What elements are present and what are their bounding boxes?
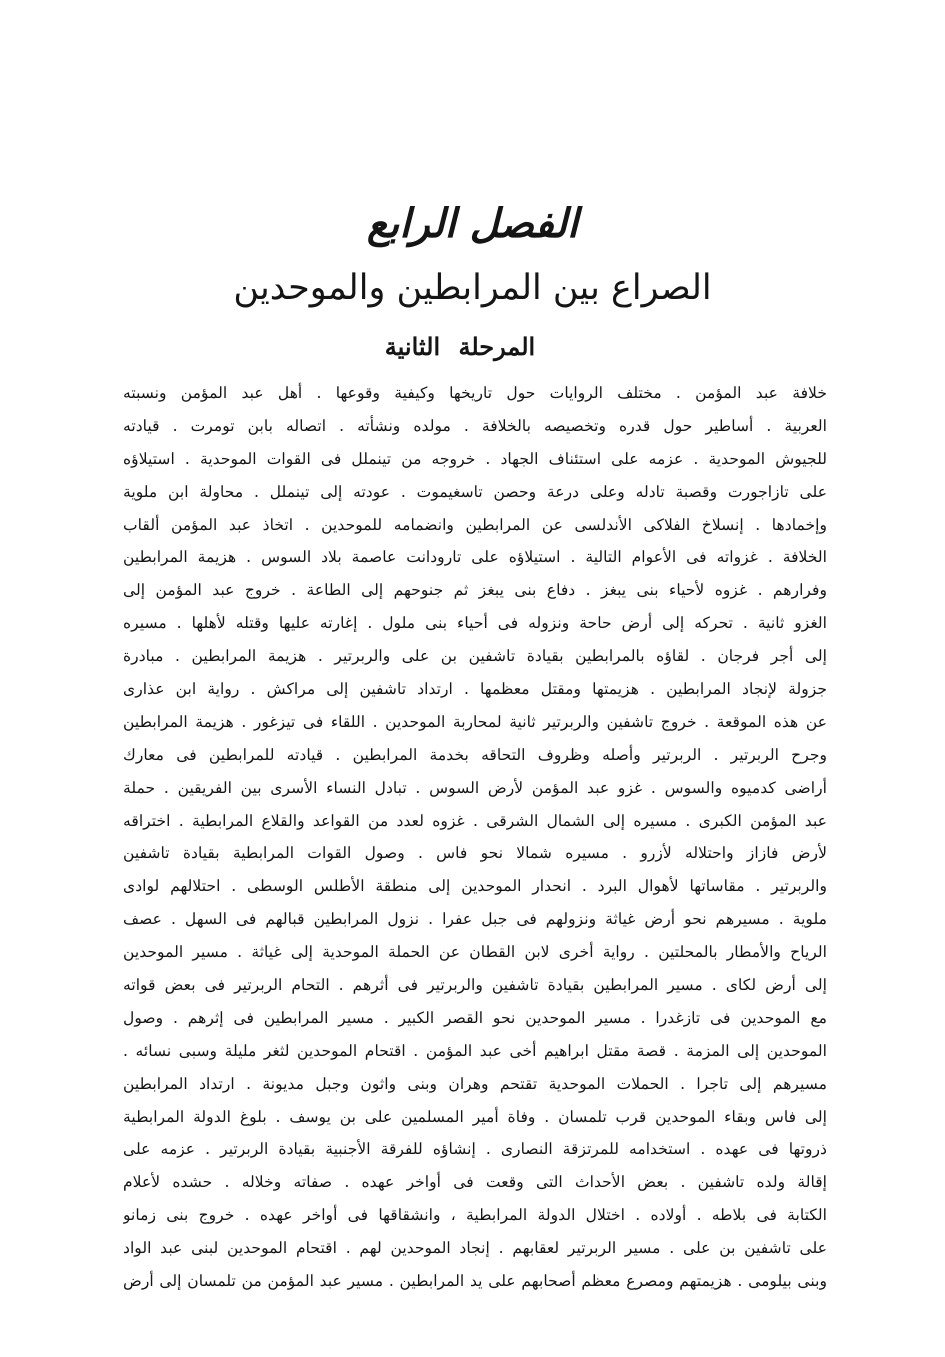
chapter-title: الصراع بين المرابطين والموحدين xyxy=(233,268,712,308)
summary-line: خلافة عبد المؤمن . مختلف الروايات حول تاريخها وكيفية وقوعها . أهل عبد المؤمن ونسبته xyxy=(123,384,827,402)
summary-line: الغزو ثانية . تحركه إلى أرض حاحة ونزوله فى أحياء بنى ملول . إغارته عليها وقتله لأهلها . مسيره xyxy=(123,614,827,633)
summary-line: إلى أرض لكاى . مسير المرابطين بقيادة تاشفين والربرتير فى أثرهم . التحام الربرتير فى بعض قواته xyxy=(123,976,827,995)
summary-line: لأرض فازاز واحتلاله لأزرو . مسيره شمالا نحو فاس . وصول القوات المرابطية بقيادة تاشفين xyxy=(123,844,827,863)
summary-line: إلى فاس وبقاء الموحدين قرب تلمسان . وفاة أمير المسلمين على بن يوسف . بلوغ الدولة المرابطية xyxy=(123,1107,827,1126)
chapter-heading: الفصل الرابع xyxy=(366,200,579,247)
summary-line: على تاشفين بن على . مسير الربرتير لعقابهم . إنجاد الموحدين لهم . اقتحام الموحدين لبنى عبد الواد xyxy=(123,1239,827,1258)
summary-line: عن هذه الموقعة . خروج تاشفين والربرتير ثانية لمحاربة الموحدين . اللقاء فى تيزغور . هزيمة المرابطين xyxy=(123,712,827,731)
summary-line: عبد المؤمن الكبرى . مسيره إلى الشمال الشرقى . غزوه لعدد من القواعد والقلاع المرابطية . اختراقه xyxy=(123,811,827,830)
summary-line: ملوية . مسيرهم نحو أرض غياثة ونزولهم فى جبل عفرا . نزول المرابطين قبالهم فى السهل . عصف xyxy=(123,910,827,929)
summary-line: أراضى كدميوه والسوس . غزو عبد المؤمن لأرض السوس . تبادل النساء الأسرى بين الفريقين . حملة xyxy=(123,778,827,797)
summary-line: على تازاجورت وقصبة تادله وعلى درعة وحصن تاسغيموت . عودته إلى تينملل . محاولة ابن ملوية xyxy=(123,482,827,501)
summary-line: الموحدين إلى المزمة . قصة مقتل ابراهيم أخى عبد المؤمن . اقتحام الموحدين لثغر مليلة وسبى نسائه . xyxy=(123,1041,827,1060)
summary-line: جزولة لإنجاد المرابطين . هزيمتها ومقتل معظمها . ارتداد تاشفين إلى مراكش . رواية ابن عذارى xyxy=(123,680,827,699)
summary-line: مسيرهم إلى تاجرا . الحملات الموحدية تقتحم وهران وبنى واثون وجبل مديونة . ارتداد المرابطين xyxy=(123,1074,827,1093)
summary-line: مع الموحدين فى تازغدرا . مسير الموحدين نحو القصر الكبير . مسير المرابطين فى إثرهم . وصول xyxy=(123,1008,827,1027)
summary-line: وجرح الربرتير . الربرتير وأصله وظروف التحاقه بخدمة المرابطين . قيادته للمرابطين فى معارك xyxy=(123,745,827,764)
summary-line: الخلافة . غزواته فى الأعوام التالية . استيلاؤه على تارودانت عاصمة بلاد السوس . هزيمة المرابطين xyxy=(123,548,827,567)
summary-line: للجيوش الموحدية . عزمه على استئناف الجهاد . خروجه من تينملل فى القوات الموحدية . استيلاؤه xyxy=(123,449,827,468)
chapter-summary xyxy=(123,377,827,1298)
summary-line: ذروتها فى عهده . استخدامه للمرتزقة النصارى . إنشاؤه للفرقة الأجنبية بقيادة الربرتير . عزمه على xyxy=(123,1140,827,1159)
summary-line: الكتابة فى بلاطه . أولاده . اختلال الدولة المرابطية ، وانشقاقها فى أواخر عهده . خروج بنى زمانو xyxy=(123,1206,827,1225)
summary-line: وإخمادها . إنسلاخ الفلاكى الأندلسى عن المرابطين وانضمامه للموحدين . اتخاذ عبد المؤمن ألقاب xyxy=(123,515,827,534)
summary-line: والربرتير . مقاساتها لأهوال البرد . انحدار الموحدين إلى منطقة الأطلس الوسطى . احتلالهم لوادى xyxy=(123,877,827,896)
summary-line: العربية . أساطير حول قدره وتخصيصه بالخلافة . مولده ونشأته . اتصاله بابن تومرت . قيادته xyxy=(123,416,827,435)
summary-line: إلى أجر فرجان . لقاؤه بالمرابطين بقيادة تاشفين بن على والربرتير . هزيمة المرابطين . مبادرة xyxy=(123,647,827,666)
chapter-subtitle: المرحلة الثانية xyxy=(384,332,536,361)
summary-line: وفرارهم . غزوه لأحياء بنى يبغز . دفاع بنى يبغز ثم جنوحهم إلى الطاعة . خروج عبد المؤمن إلى xyxy=(123,581,827,600)
summary-line: إقالة ولده تاشفين . بعض الأحداث التى وقعت فى أواخر عهده . صفاته وخلاله . حشده لأعلام xyxy=(123,1173,827,1192)
summary-line: الرياح والأمطار بالمحلتين . رواية أخرى لابن القطان عن الحملة الموحدية إلى غياثة . مسير الموحدين xyxy=(123,943,827,962)
summary-line: وبنى بيلومى . هزيمتهم ومصرع معظم أصحابهم على يد المرابطين . مسير عبد المؤمن من تلمسان إلى أرض xyxy=(123,1272,827,1291)
